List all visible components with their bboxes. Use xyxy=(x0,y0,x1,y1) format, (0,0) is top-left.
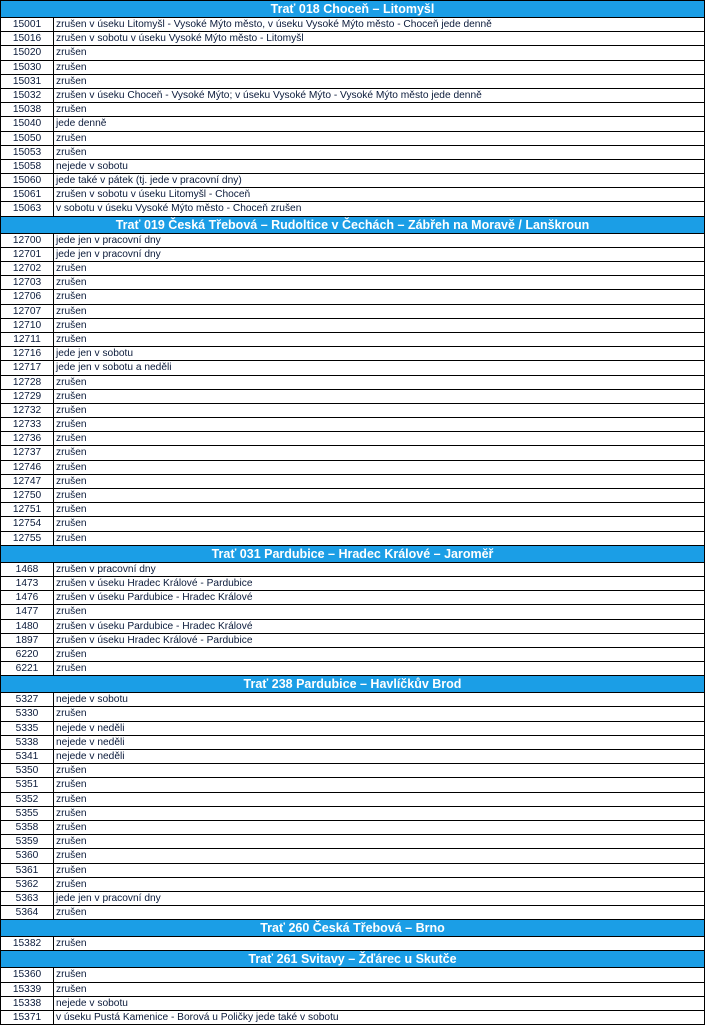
table-row xyxy=(0,997,705,1011)
change-note: zrušen xyxy=(56,765,87,777)
change-note: zrušen xyxy=(56,132,87,144)
train-number: 1477 xyxy=(1,605,54,618)
change-note: nejede v sobotu xyxy=(56,694,128,706)
change-note: zrušen xyxy=(56,606,87,618)
train-number: 12707 xyxy=(1,305,54,318)
train-number: 12711 xyxy=(1,333,54,346)
table-row xyxy=(0,707,705,721)
train-number: 15061 xyxy=(1,188,54,201)
train-number: 15030 xyxy=(1,61,54,74)
train-number: 15040 xyxy=(1,117,54,130)
table-row xyxy=(0,390,705,404)
change-note: jede jen v sobotu xyxy=(56,348,134,360)
table-row xyxy=(0,722,705,736)
train-number: 12751 xyxy=(1,503,54,516)
table-row xyxy=(0,146,705,160)
table-row xyxy=(0,906,705,920)
section-header: Trať 260 Česká Třebová – Brno xyxy=(0,920,705,937)
train-number: 5359 xyxy=(1,835,54,848)
change-note: zrušen xyxy=(56,390,87,402)
table-row xyxy=(0,404,705,418)
train-number: 15371 xyxy=(1,1011,54,1024)
change-note: zrušen xyxy=(56,708,87,720)
table-row xyxy=(0,234,705,248)
change-note: zrušen xyxy=(56,779,87,791)
train-number: 15050 xyxy=(1,132,54,145)
section-header: Trať 019 Česká Třebová – Rudoltice v Čechách – Zábřeh na Moravě / Lanškroun xyxy=(0,217,705,234)
table-row xyxy=(0,620,705,634)
change-note: zrušen xyxy=(56,518,87,530)
table-row xyxy=(0,446,705,460)
change-note: jede jen v pracovní dny xyxy=(56,248,161,260)
table-row xyxy=(0,662,705,676)
train-number: 1473 xyxy=(1,577,54,590)
change-note: nejede v neděli xyxy=(56,736,125,748)
change-note: zrušen xyxy=(56,969,87,981)
change-note: jede také v pátek (tj. jede v pracovní dny) xyxy=(56,175,242,187)
train-number: 12747 xyxy=(1,475,54,488)
table-row xyxy=(0,18,705,32)
train-number: 12701 xyxy=(1,248,54,261)
table-row xyxy=(0,807,705,821)
table-row xyxy=(0,835,705,849)
change-note: zrušen v úseku Hradec Králové - Pardubice xyxy=(56,577,253,589)
change-note: zrušen xyxy=(56,475,87,487)
train-number: 5360 xyxy=(1,849,54,862)
train-number: 12729 xyxy=(1,390,54,403)
train-number: 15360 xyxy=(1,968,54,981)
table-row xyxy=(0,461,705,475)
train-number: 12746 xyxy=(1,461,54,474)
change-note: jede denně xyxy=(56,118,107,130)
change-note: zrušen xyxy=(56,319,87,331)
change-note: v sobotu v úseku Vysoké Mýto město - Choceň zrušen xyxy=(56,203,302,215)
train-number: 1480 xyxy=(1,620,54,633)
change-note: zrušen xyxy=(56,648,87,660)
change-note: zrušen v úseku Pardubice - Hradec Králové xyxy=(56,620,253,632)
table-row xyxy=(0,532,705,546)
table-row xyxy=(0,262,705,276)
change-note: jede jen v pracovní dny xyxy=(56,892,161,904)
table-row xyxy=(0,103,705,117)
change-note: zrušen xyxy=(56,504,87,516)
train-number: 5358 xyxy=(1,821,54,834)
table-row xyxy=(0,968,705,982)
change-note: zrušen v úseku Litomyšl - Vysoké Mýto město, v úseku Vysoké Mýto město - Choceň jede denně xyxy=(56,19,492,30)
change-note: zrušen xyxy=(56,263,87,274)
change-note: zrušen v úseku Choceň - Vysoké Mýto; v úseku Vysoké Mýto - Vysoké Mýto město jede denně xyxy=(56,89,482,101)
train-number: 12703 xyxy=(1,276,54,289)
train-number: 6220 xyxy=(1,648,54,661)
train-number: 15016 xyxy=(1,32,54,45)
table-row xyxy=(0,347,705,361)
table-row xyxy=(0,693,705,707)
table-row xyxy=(0,376,705,390)
train-number: 12733 xyxy=(1,418,54,431)
table-row xyxy=(0,117,705,131)
train-number: 12702 xyxy=(1,262,54,275)
table-row xyxy=(0,188,705,202)
change-note: jede jen v sobotu a neděli xyxy=(56,362,172,374)
table-row xyxy=(0,983,705,997)
table-row xyxy=(0,361,705,375)
change-note: zrušen xyxy=(56,793,87,805)
train-number: 5355 xyxy=(1,807,54,820)
table-row xyxy=(0,648,705,662)
change-note: zrušen v sobotu v úseku Litomyšl - Choceň xyxy=(56,189,251,201)
change-note: zrušen xyxy=(56,104,87,116)
change-note: zrušen xyxy=(56,532,87,544)
table-row xyxy=(0,878,705,892)
train-number: 5335 xyxy=(1,722,54,735)
change-note: zrušen xyxy=(56,864,87,876)
train-number: 5338 xyxy=(1,736,54,749)
table-row xyxy=(0,864,705,878)
table-row xyxy=(0,319,705,333)
train-number: 1897 xyxy=(1,634,54,647)
train-number: 12716 xyxy=(1,347,54,360)
train-number: 12706 xyxy=(1,290,54,303)
table-row xyxy=(0,849,705,863)
train-number: 12732 xyxy=(1,404,54,417)
change-note: zrušen xyxy=(56,490,87,501)
table-row xyxy=(0,778,705,792)
train-number: 15038 xyxy=(1,103,54,116)
change-note: zrušen xyxy=(56,146,87,158)
train-number: 1468 xyxy=(1,563,54,576)
change-note: nejede v sobotu xyxy=(56,997,128,1009)
change-note: zrušen xyxy=(56,305,87,317)
change-note: zrušen xyxy=(56,61,87,73)
table-row xyxy=(0,32,705,46)
table-row xyxy=(0,418,705,432)
change-note: zrušen v úseku Hradec Králové - Pardubice xyxy=(56,634,253,646)
train-number: 5350 xyxy=(1,764,54,777)
train-number: 15058 xyxy=(1,160,54,173)
change-note: zrušen xyxy=(56,836,87,848)
train-number: 15053 xyxy=(1,146,54,159)
change-note: zrušen xyxy=(56,983,87,995)
table-row xyxy=(0,174,705,188)
change-note: zrušen xyxy=(56,663,87,675)
table-row xyxy=(0,605,705,619)
train-number: 5363 xyxy=(1,892,54,905)
table-row xyxy=(0,290,705,304)
table-row xyxy=(0,75,705,89)
table-row xyxy=(0,432,705,446)
change-note: zrušen xyxy=(56,447,87,459)
change-note: zrušen xyxy=(56,376,87,388)
change-note: nejede v neděli xyxy=(56,722,125,734)
change-note: zrušen xyxy=(56,404,87,416)
train-number: 5352 xyxy=(1,793,54,806)
train-number: 15020 xyxy=(1,46,54,59)
change-note: zrušen v sobotu v úseku Vysoké Mýto město - Litomyšl xyxy=(56,33,304,45)
change-note: zrušen xyxy=(56,807,87,819)
train-number: 15338 xyxy=(1,997,54,1010)
table-row xyxy=(0,202,705,216)
table-row xyxy=(0,892,705,906)
table-row xyxy=(0,793,705,807)
table-row xyxy=(0,591,705,605)
change-note: zrušen v úseku Pardubice - Hradec Králové xyxy=(56,592,253,604)
table-row xyxy=(0,489,705,503)
table-row xyxy=(0,1011,705,1025)
table-row xyxy=(0,475,705,489)
train-number: 5362 xyxy=(1,878,54,891)
table-row xyxy=(0,46,705,60)
train-number: 5361 xyxy=(1,864,54,877)
change-note: zrušen xyxy=(56,333,87,345)
table-row xyxy=(0,276,705,290)
train-number: 12710 xyxy=(1,319,54,332)
table-row xyxy=(0,937,705,951)
section-header: Trať 018 Choceň – Litomyšl xyxy=(0,1,705,18)
train-number: 12717 xyxy=(1,361,54,374)
train-number: 15031 xyxy=(1,75,54,88)
table-row xyxy=(0,736,705,750)
train-number: 15032 xyxy=(1,89,54,102)
change-note: zrušen xyxy=(56,47,87,59)
train-number: 12754 xyxy=(1,517,54,530)
train-number: 12736 xyxy=(1,432,54,445)
change-note: zrušen xyxy=(56,75,87,87)
table-row xyxy=(0,89,705,103)
train-number: 12750 xyxy=(1,489,54,502)
change-note: zrušen xyxy=(56,850,87,862)
table-row xyxy=(0,333,705,347)
table-row xyxy=(0,634,705,648)
change-note: zrušen xyxy=(56,461,87,473)
train-number: 12755 xyxy=(1,532,54,545)
train-number: 15063 xyxy=(1,202,54,215)
train-number: 5327 xyxy=(1,693,54,706)
train-number: 12737 xyxy=(1,446,54,459)
table-row xyxy=(0,764,705,778)
train-number: 5364 xyxy=(1,906,54,919)
train-number: 5330 xyxy=(1,707,54,720)
table-row xyxy=(0,61,705,75)
train-number: 15001 xyxy=(1,18,54,31)
change-note: zrušen xyxy=(56,878,87,890)
section-header: Trať 238 Pardubice – Havlíčkův Brod xyxy=(0,676,705,693)
table-row xyxy=(0,132,705,146)
train-number: 5351 xyxy=(1,778,54,791)
change-note: zrušen xyxy=(56,907,87,919)
change-note: zrušen xyxy=(56,938,87,950)
table-row xyxy=(0,821,705,835)
table-row xyxy=(0,750,705,764)
table-row xyxy=(0,248,705,262)
table-row xyxy=(0,517,705,531)
section-header: Trať 031 Pardubice – Hradec Králové – Jaroměř xyxy=(0,546,705,563)
section-header: Trať 261 Svitavy – Žďárec u Skutče xyxy=(0,951,705,968)
change-note: nejede v sobotu xyxy=(56,160,128,172)
train-number: 15382 xyxy=(1,937,54,950)
table-row xyxy=(0,160,705,174)
table-row xyxy=(0,503,705,517)
change-note: zrušen v pracovní dny xyxy=(56,563,156,575)
change-note: zrušen xyxy=(56,291,87,303)
table-row xyxy=(0,563,705,577)
table-row xyxy=(0,305,705,319)
change-note: zrušen xyxy=(56,277,87,289)
train-number: 5341 xyxy=(1,750,54,763)
table-row xyxy=(0,577,705,591)
change-note: jede jen v pracovní dny xyxy=(56,234,161,246)
train-number: 12700 xyxy=(1,234,54,247)
change-note: nejede v neděli xyxy=(56,751,125,762)
train-number: 1476 xyxy=(1,591,54,604)
train-number: 12728 xyxy=(1,376,54,389)
train-number: 15060 xyxy=(1,174,54,187)
train-number: 15339 xyxy=(1,983,54,996)
change-note: zrušen xyxy=(56,821,87,833)
change-note: zrušen xyxy=(56,419,87,431)
train-number: 6221 xyxy=(1,662,54,675)
change-note: v úseku Pustá Kamenice - Borová u Poličky jede také v sobotu xyxy=(56,1012,339,1023)
change-note: zrušen xyxy=(56,433,87,445)
